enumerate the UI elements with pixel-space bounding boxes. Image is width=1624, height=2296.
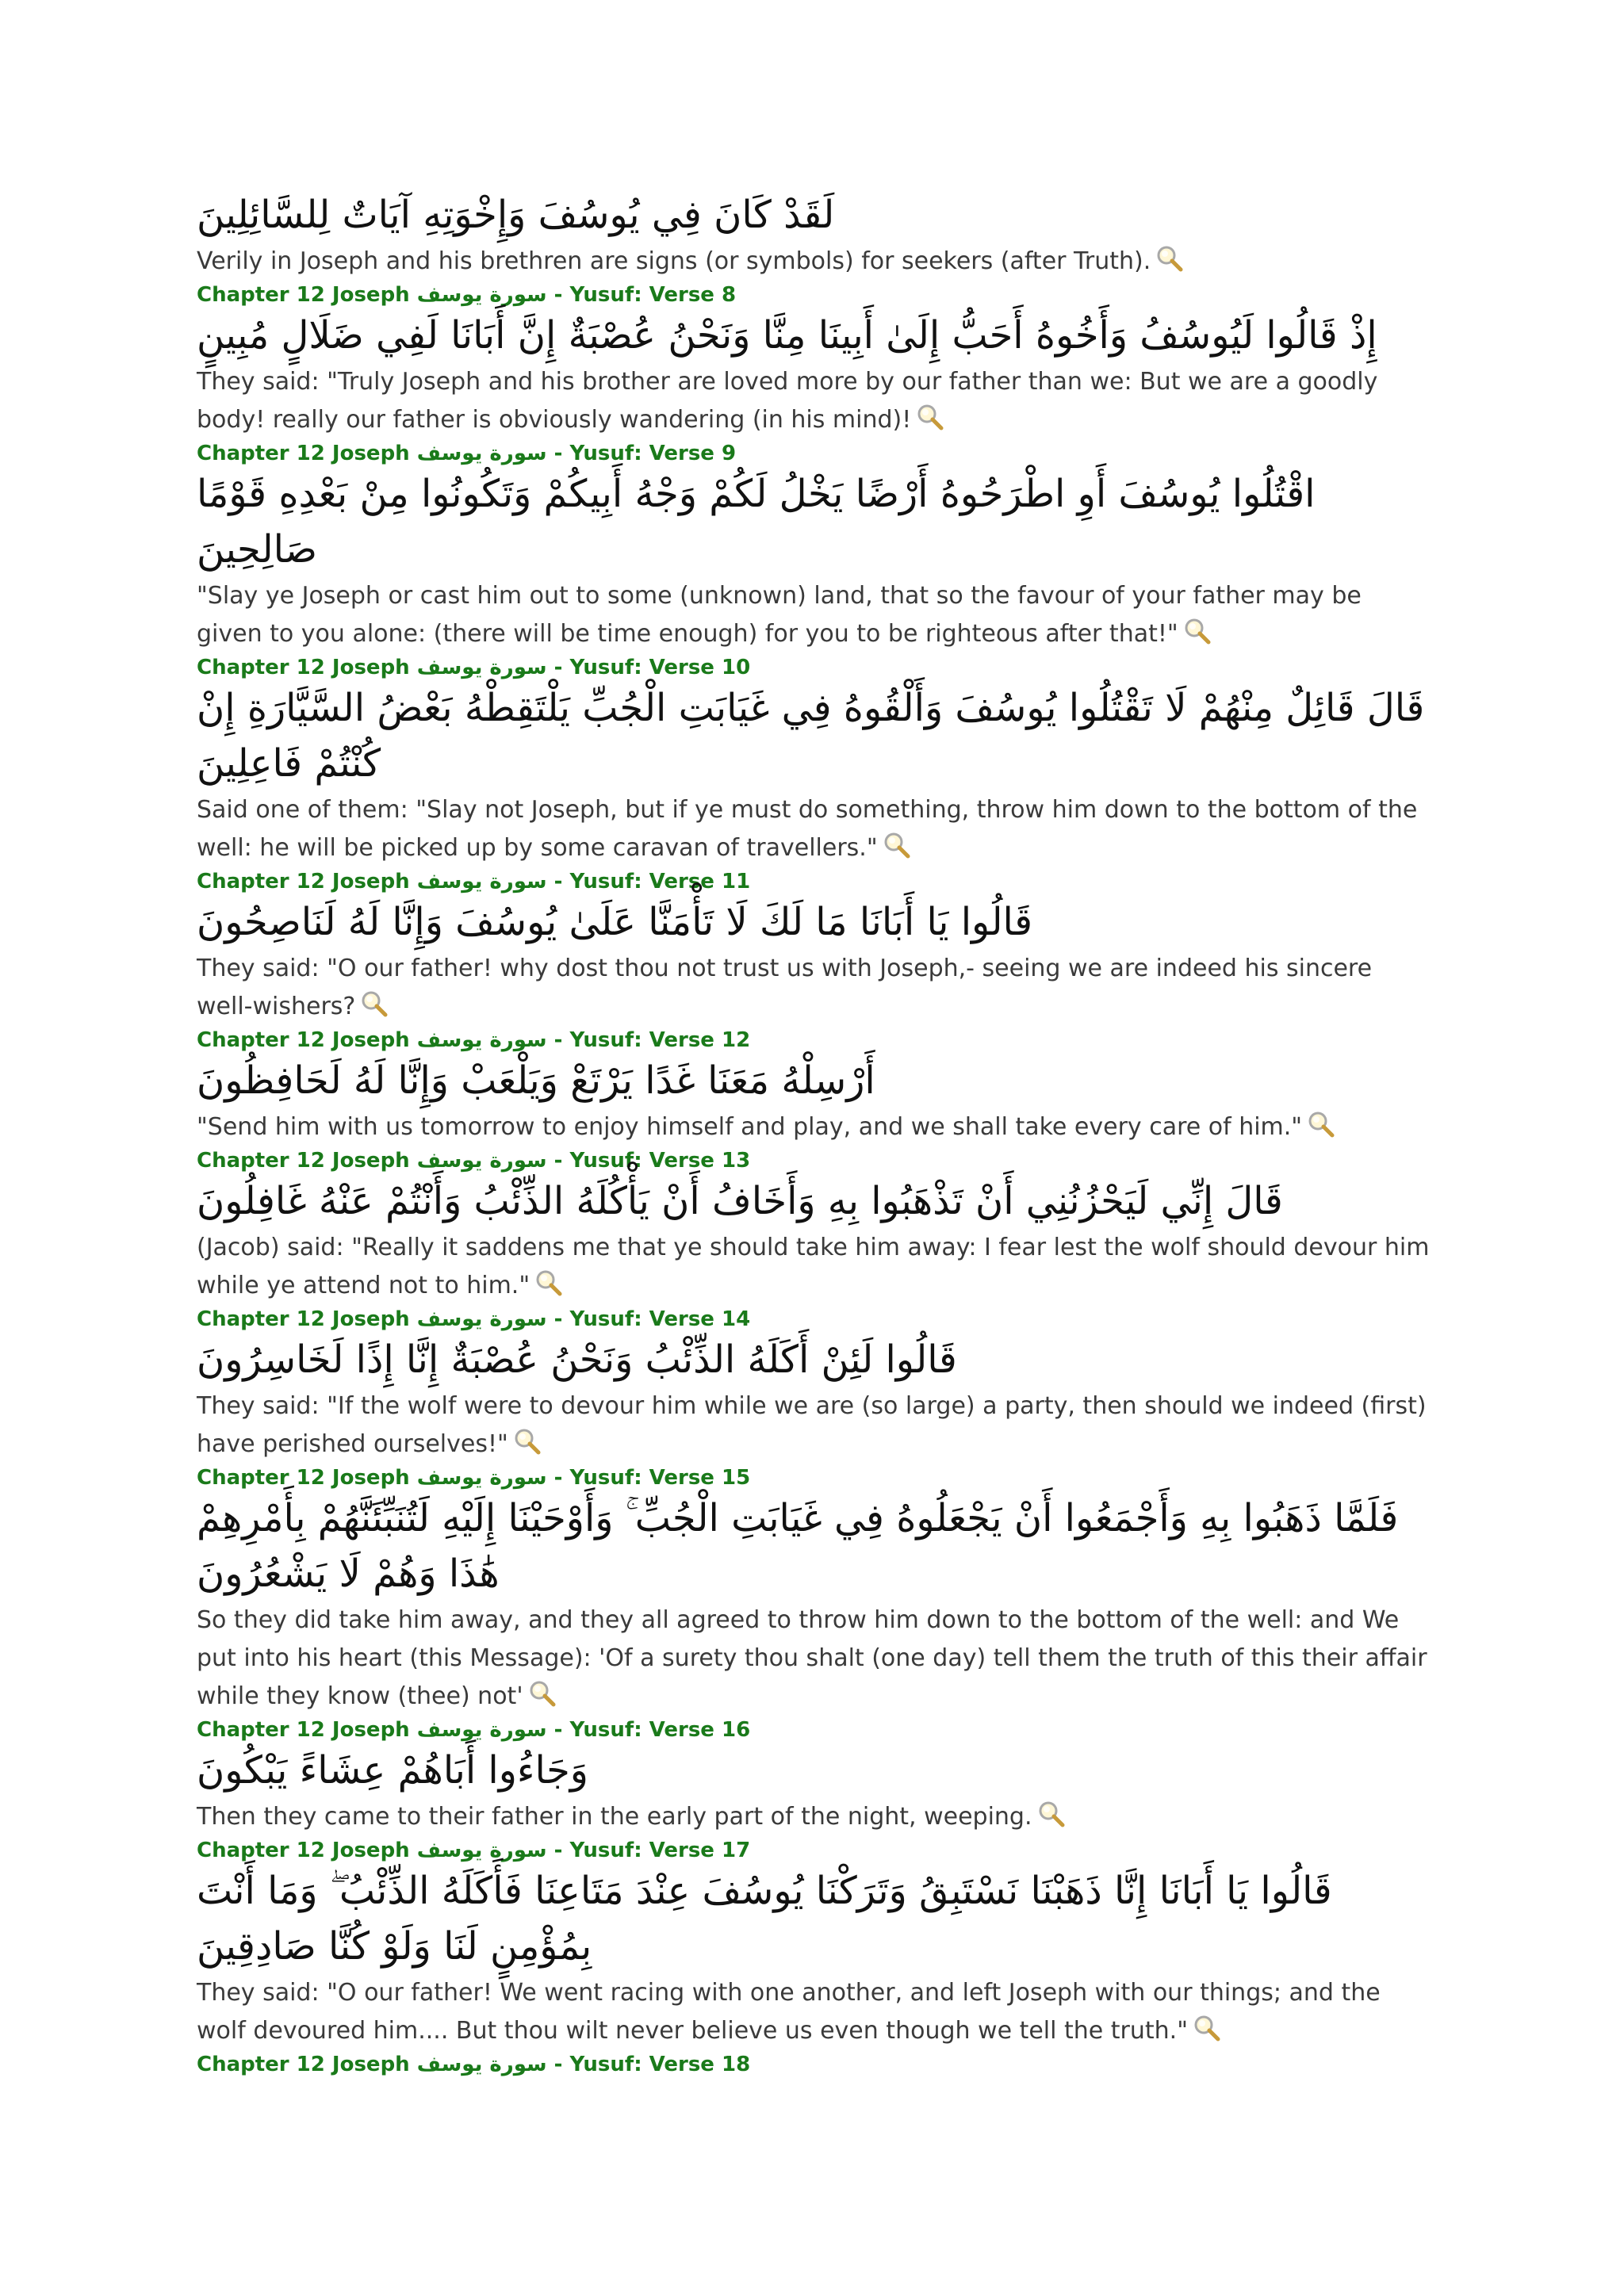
surah-arabic-name: سورة يوسف [416,1718,547,1742]
magnifier-search-icon[interactable] [1155,245,1184,272]
magnifier-search-icon[interactable] [534,1269,563,1296]
surah-arabic-name: سورة يوسف [416,1149,547,1173]
chapter-link[interactable] [197,1307,1434,1332]
chapter-prefix: Chapter 12 Joseph [197,2053,417,2076]
translation-text: So they did take him away, and they all agreed to throw him down to the bottom of the well: and We put into his heart (this Message): 'Of a surety thou shalt (one day) tell them the truth of this their affair while they know (thee) not' [197,1606,1427,1710]
surah-arabic-name: سورة يوسف [416,656,547,679]
verse-block [197,1173,1434,1332]
magnifier-search-icon[interactable] [1183,618,1212,645]
translation-text: Then they came to their father in the early part of the night, weeping. [197,1803,1032,1831]
chapter-prefix: Chapter 12 Joseph [197,656,417,679]
surah-arabic-name: سورة يوسف [416,1307,547,1331]
verse-translation [197,363,1434,439]
arabic-verse: فَلَمَّا ذَهَبُوا بِهِ وَأَجْمَعُوا أَنْ يَجْعَلُوهُ فِي غَيَابَتِ الْجُبِّ ۚ وَأَوْحَيْنَا إِلَيْهِ لَتُنَبِّئَنَّهُمْ بِأَمْرِهِمْ هَٰذَا وَهُمْ لَا يَشْعُرُونَ [197,1496,1399,1596]
chapter-link[interactable] [197,441,1434,466]
translation-text: "Slay ye Joseph or cast him out to some (unknown) land, that so the favour of your father may be given to you alone: (there will be time enough) for you to be righteous after that!" [197,582,1362,648]
verse-block [197,1743,1434,1863]
chapter-suffix: - Yusuf: Verse 9 [546,442,737,465]
chapter-link[interactable] [197,869,1434,894]
chapter-suffix: - Yusuf: Verse 16 [546,1718,751,1742]
verse-block [197,308,1434,466]
chapter-suffix: - Yusuf: Verse 11 [546,870,751,894]
chapter-link[interactable] [197,1027,1434,1053]
surah-arabic-name: سورة يوسف [416,1028,547,1052]
arabic-verse: لَقَدْ كَانَ فِي يُوسُفَ وَإِخْوَتِهِ آيَاتٌ لِلسَّائِلِينَ [197,193,835,237]
verse-block [197,187,1434,308]
magnifier-search-icon[interactable] [1193,2015,1221,2042]
arabic-verse: قَالَ إِنِّي لَيَحْزُنُنِي أَنْ تَذْهَبُوا بِهِ وَأَخَافُ أَنْ يَأْكُلَهُ الذِّئْبُ وَأَنْتُمْ عَنْهُ غَافِلُونَ [197,1179,1283,1223]
verse-block [197,466,1434,680]
verse-translation [197,1108,1434,1146]
magnifier-search-icon[interactable] [916,404,944,430]
chapter-link[interactable] [197,655,1434,680]
translation-text: They said: "O our father! why dost thou not trust us with Joseph,- seeing we are indeed his sincere well-wishers? [197,955,1373,1020]
chapter-link[interactable] [197,1717,1434,1743]
chapter-suffix: - Yusuf: Verse 13 [546,1149,751,1173]
chapter-suffix: - Yusuf: Verse 12 [546,1028,751,1052]
translation-text: They said: "If the wolf were to devour him while we are (so large) a party, then should we indeed (first) have perished ourselves!" [197,1392,1427,1458]
chapter-link[interactable] [197,1148,1434,1173]
arabic-verse: قَالُوا لَئِنْ أَكَلَهُ الذِّئْبُ وَنَحْنُ عُصْبَةٌ إِنَّا إِذًا لَخَاسِرُونَ [197,1337,957,1382]
chapter-prefix: Chapter 12 Joseph [197,1149,417,1173]
chapter-prefix: Chapter 12 Joseph [197,283,417,307]
verse-translation [197,1387,1434,1464]
chapter-prefix: Chapter 12 Joseph [197,1466,417,1490]
verse-translation [197,1229,1434,1305]
translation-text: They said: "O our father! We went racing with one another, and left Joseph with our things; and the wolf devoured him.... But thou wilt never believe us even though we tell the truth." [197,1979,1381,2045]
chapter-link[interactable] [197,2052,1434,2077]
surah-arabic-name: سورة يوسف [416,442,547,465]
arabic-verse: إِذْ قَالُوا لَيُوسُفُ وَأَخُوهُ أَحَبُّ إِلَىٰ أَبِينَا مِنَّا وَنَحْنُ عُصْبَةٌ إِنَّ أَبَانَا لَفِي ضَلَالٍ مُبِينٍ [197,313,1377,358]
chapter-suffix: - Yusuf: Verse 8 [546,283,737,307]
surah-arabic-name: سورة يوسف [416,283,547,307]
arabic-verse: قَالُوا يَا أَبَانَا مَا لَكَ لَا تَأْمَنَّا عَلَىٰ يُوسُفَ وَإِنَّا لَهُ لَنَاصِحُونَ [197,900,1033,944]
verse-translation [197,1798,1434,1836]
translation-text: Verily in Joseph and his brethren are signs (or symbols) for seekers (after Truth). [197,247,1151,275]
arabic-verse: اقْتُلُوا يُوسُفَ أَوِ اطْرَحُوهُ أَرْضًا يَخْلُ لَكُمْ وَجْهُ أَبِيكُمْ وَتَكُونُوا مِنْ بَعْدِهِ قَوْمًا صَالِحِينَ [197,472,1316,572]
magnifier-search-icon[interactable] [1307,1111,1335,1138]
verse-translation [197,1974,1434,2050]
chapter-suffix: - Yusuf: Verse 10 [546,656,751,679]
chapter-prefix: Chapter 12 Joseph [197,1718,417,1742]
surah-arabic-name: سورة يوسف [416,870,547,894]
magnifier-search-icon[interactable] [513,1428,542,1455]
chapter-suffix: - Yusuf: Verse 15 [546,1466,751,1490]
magnifier-search-icon[interactable] [883,832,911,859]
verse-translation [197,1601,1434,1716]
arabic-verse: أَرْسِلْهُ مَعَنَا غَدًا يَرْتَعْ وَيَلْعَبْ وَإِنَّا لَهُ لَحَافِظُونَ [197,1058,875,1103]
arabic-verse: وَجَاءُوا أَبَاهُمْ عِشَاءً يَبْكُونَ [197,1748,588,1793]
verse-translation [197,791,1434,867]
magnifier-search-icon[interactable] [360,990,389,1017]
chapter-suffix: - Yusuf: Verse 14 [546,1307,751,1331]
surah-arabic-name: سورة يوسف [416,2053,547,2076]
chapter-link[interactable] [197,1838,1434,1863]
surah-arabic-name: سورة يوسف [416,1839,547,1862]
translation-text: They said: "Truly Joseph and his brother are loved more by our father than we: But we are a goodly body! really our father is obviously wandering (in his mind)! [197,368,1378,434]
chapter-prefix: Chapter 12 Joseph [197,870,417,894]
verse-block [197,894,1434,1053]
chapter-prefix: Chapter 12 Joseph [197,1307,417,1331]
magnifier-search-icon[interactable] [1037,1800,1066,1827]
chapter-suffix: - Yusuf: Verse 17 [546,1839,751,1862]
chapter-suffix: - Yusuf: Verse 18 [546,2053,751,2076]
verse-block [197,1490,1434,1743]
chapter-link[interactable] [197,1465,1434,1490]
verse-translation [197,577,1434,653]
translation-text: (Jacob) said: "Really it saddens me that ye should take him away: I fear lest the wolf should devour him while ye attend not to him." [197,1234,1430,1299]
chapter-prefix: Chapter 12 Joseph [197,442,417,465]
verse-block [197,1053,1434,1173]
translation-text: Said one of them: "Slay not Joseph, but if ye must do something, throw him down to the bottom of the well: he will be picked up by some caravan of travellers." [197,796,1418,862]
surah-arabic-name: سورة يوسف [416,1466,547,1490]
arabic-verse: قَالَ قَائِلٌ مِنْهُمْ لَا تَقْتُلُوا يُوسُفَ وَأَلْقُوهُ فِي غَيَابَتِ الْجُبِّ يَلْتَقِطْهُ بَعْضُ السَّيَّارَةِ إِنْ كُنْتُمْ فَاعِلِينَ [197,686,1425,786]
verse-block [197,1863,1434,2077]
chapter-prefix: Chapter 12 Joseph [197,1028,417,1052]
verse-translation [197,243,1434,281]
verse-translation [197,950,1434,1026]
chapter-link[interactable] [197,282,1434,308]
verse-block [197,1332,1434,1490]
arabic-verse: قَالُوا يَا أَبَانَا إِنَّا ذَهَبْنَا نَسْتَبِقُ وَتَرَكْنَا يُوسُفَ عِنْدَ مَتَاعِنَا فَأَكَلَهُ الذِّئْبُ ۖ وَمَا أَنْتَ بِمُؤْمِنٍ لَنَا وَلَوْ كُنَّا صَادِقِينَ [197,1869,1332,1969]
translation-text: "Send him with us tomorrow to enjoy himself and play, and we shall take every care of him." [197,1113,1303,1141]
verses-page [197,187,1434,2077]
magnifier-search-icon[interactable] [528,1680,557,1707]
chapter-prefix: Chapter 12 Joseph [197,1839,417,1862]
verse-block [197,680,1434,894]
